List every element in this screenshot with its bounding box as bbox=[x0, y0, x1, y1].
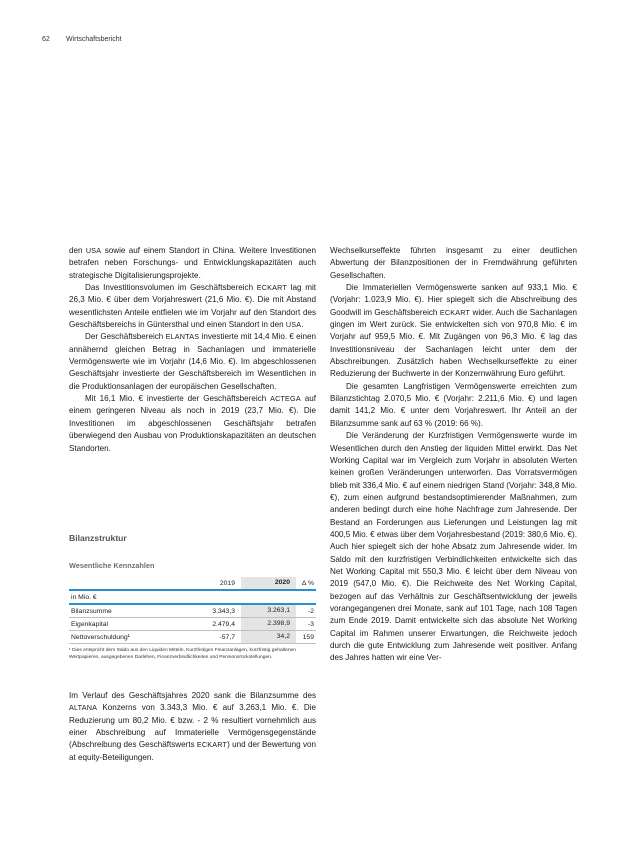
cell-delta: -2 bbox=[307, 607, 314, 615]
company-name: ECKART bbox=[256, 283, 288, 293]
table-title: Wesentliche Kennzahlen bbox=[69, 561, 155, 570]
page-header bbox=[42, 36, 122, 43]
paragraph bbox=[69, 393, 316, 455]
paragraph bbox=[69, 331, 316, 393]
table-row bbox=[69, 605, 316, 618]
cell-2020: 2.398,9 bbox=[241, 618, 296, 630]
text-run: auf einem geringeren Niveau als noch in 2019 (23,7 Mio. €). Die Investitionen im abgeschlossenen Geschäftsjahr betrafen überwiegend den Ausbau von Produktionskapazitäten an deutschen Standorten. bbox=[69, 394, 316, 453]
paragraph bbox=[330, 430, 577, 665]
text-run: Die Immateriellen Vermögenswerte sanken auf 933,1 Mio. € (Vorjahr: 1.023,9 Mio. €). Hier spiegelt sich die Abschreibung des Goodwill im Geschäftsbereich bbox=[330, 283, 577, 317]
paragraph bbox=[69, 245, 316, 282]
table-header-row bbox=[69, 577, 316, 589]
text-run: Mit 16,1 Mio. € investierte der Geschäftsbereich bbox=[85, 394, 271, 404]
table-unit-row bbox=[69, 591, 316, 603]
text-run: Die Veränderung der Kurzfristigen Vermögenswerte wurde im Wesentlichen durch den Anstieg der liquiden Mittel erwirkt. Das Net Working Capital war im Vergleich zum Vorjahr in absoluten Werten keinen großen Veränderungen unterworfen. Das Vorratsvermögen blieb mit 336,4 Mio. € auf einem niedrigen Stand (Vorjahr: 348,8 Mio. €), zum einen aufgrund bestandsoptimierender Maßnahmen, zum anderen bedingt durch eine hohe Nachfrage zum Jahresende. Der Bestand an Forderungen aus Lieferungen und Leistungen lag mit 400,5 Mio. € etwas über dem Vorjahresbestand (2019: 380,6 Mio. €). Auch hier spiegelt sich der hohe Absatz zum Jahresende wider. Im Saldo mit den kurzfristigen Verbindlichkeiten entwickelte sich das Net Working Capital mit 550,3 Mio. € leicht über dem Niveau von 2019 (547,0 Mio. €). Die Reichweite des Net Working Capital, bezogen auf das Verhältnis zur Geschäftsentwicklung der jeweils vorangegangenen drei Monate, sank auf 101 Tage, nach 108 Tagen zum Ende 2019. Damit entwickelte sich das absolute Net Working Capital im Rahmen unserer Erwartungen, die Reichweite jedoch durch die gute Entwicklung zum Jahresende weit positiver. Anfang des Jahres hatten wir eine Ver- bbox=[330, 431, 577, 663]
row-label: Eigenkapital bbox=[71, 620, 109, 628]
left-column-bottom-text bbox=[69, 690, 316, 764]
cell-2020: 34,2 bbox=[241, 631, 296, 643]
text-run: Im Verlauf des Geschäftsjahres 2020 sank die Bilanzsumme des bbox=[69, 691, 316, 700]
header-cell-2020: 2020 bbox=[241, 577, 296, 589]
text-run: Wechselkurseffekte führten insgesamt zu einer deutlichen Abwertung der Bilanzpositionen der in Fremdwährung geführten Gesellschaften. bbox=[330, 246, 577, 280]
company-name: ECKART bbox=[196, 740, 228, 750]
row-label: Nettoverschuldung¹ bbox=[71, 633, 130, 641]
company-name: USA bbox=[85, 246, 102, 255]
header-cell-2019: 2019 bbox=[219, 579, 235, 587]
text-run: Konzerns von 3.343,3 Mio. € auf 3.263,1 Mio. €. Die Reduzierung um 80,2 Mio. € bzw. - 2 % resultiert vornehmlich aus einer Abschreibung auf Immaterielle Vermögensgegenstände (Abschreibung des Geschäftswerts bbox=[69, 703, 316, 750]
table-body bbox=[69, 605, 316, 644]
company-name: ELANTAS bbox=[165, 332, 200, 342]
cell-2019: 3.343,3 bbox=[212, 607, 235, 615]
table-row bbox=[69, 631, 316, 644]
cell-2019: 2.479,4 bbox=[212, 620, 235, 628]
cell-delta: 159 bbox=[302, 633, 314, 641]
cell-delta: -3 bbox=[307, 620, 314, 628]
text-run: Der Geschäftsbereich bbox=[85, 332, 166, 342]
paragraph bbox=[330, 282, 577, 381]
company-name: ECKART bbox=[439, 307, 471, 317]
section-heading: Bilanzstruktur bbox=[69, 533, 127, 543]
text-run: den bbox=[69, 246, 86, 255]
text-run: sowie auf einem Standort in China. Weitere Investitionen betrafen neben Forschungs- und Entwicklungskapazitäten auch strategische Digitalisierungsprojekte. bbox=[69, 246, 316, 280]
header-cell-delta: Δ % bbox=[301, 579, 314, 587]
table-row bbox=[69, 618, 316, 631]
right-column-text bbox=[330, 245, 577, 665]
text-run: Das Investitionsvolumen im Geschäftsbereich bbox=[85, 283, 257, 293]
section-title: Wirtschaftsbericht bbox=[65, 36, 122, 43]
company-name: ACTEGA bbox=[270, 394, 301, 404]
table-footnote: ¹ Dies entspricht dem Saldo aus den Liquiden Mitteln, Kurzfristigen Finanzanlagen, kurzfristig gehaltenen Wertpapieren, ausgegebenen Darlehen, Finanzverbindlichkeiten und Pensionsrückstellungen. bbox=[69, 648, 296, 660]
cell-2019: -57,7 bbox=[219, 633, 235, 641]
text-run: wider. Auch die Sachanlagen gingen im Wert zurück. Sie entwickelten sich von 970,8 Mio. € im Vorjahr auf 959,5 Mio. €. Mit Zugängen von 96,3 Mio. € lag das Investitionsniveau der Sachanlagen leicht unter dem der Abschreibungen. Zusätzlich haben Wechselkurseffekte zu einer Reduzierung der Buchwerte in der Konzernwährung Euro geführt. bbox=[330, 307, 578, 379]
text-run: ) und der Bewertung von at equity-Beteiligungen. bbox=[69, 740, 316, 762]
unit-label: in Mio. € bbox=[71, 593, 97, 601]
paragraph bbox=[69, 690, 316, 764]
cell-2020: 3.263,1 bbox=[241, 605, 296, 617]
kpi-table bbox=[69, 577, 316, 644]
text-run: Die gesamten Langfristigen Vermögenswerte erreichten zum Bilanzstichtag 2.070,5 Mio. € (Vorjahr: 2.211,6 Mio. €) und lagen damit 141,2 Mio. € unter dem Vorjahreswert. Ihr Anteil an der Bilanzsumme sank auf 63 % (2019: 66 %). bbox=[330, 381, 577, 428]
company-name: ALTANA bbox=[69, 703, 98, 713]
paragraph bbox=[69, 282, 316, 331]
text-run: . bbox=[301, 320, 304, 330]
row-label: Bilanzsumme bbox=[71, 607, 112, 615]
left-column-text bbox=[69, 245, 316, 455]
paragraph bbox=[330, 381, 577, 430]
text-run: lag mit 26,3 Mio. € über dem Vorjahreswert (21,6 Mio. €). Die mit Abstand wesentlichsten Anteile entfielen wie im Vorjahr auf den Standort des Geschäftsbereichs in Güntersthal und einen Standort in den bbox=[69, 283, 316, 330]
company-name: USA bbox=[285, 320, 302, 330]
page-number: 62 bbox=[42, 36, 50, 43]
text-run: investierte mit 14,4 Mio. € einen annähernd gleichen Betrag in Sachanlagen und immaterielle Vermögenswerte wie im Vorjahr (14,6 Mio. €). Im abgeschlossenen Geschäftsjahr investierte der Geschäftsbereich im Wesentlichen in die Produktionsanlagen der europäischen Gesellschaften. bbox=[69, 332, 316, 391]
paragraph bbox=[330, 245, 577, 282]
